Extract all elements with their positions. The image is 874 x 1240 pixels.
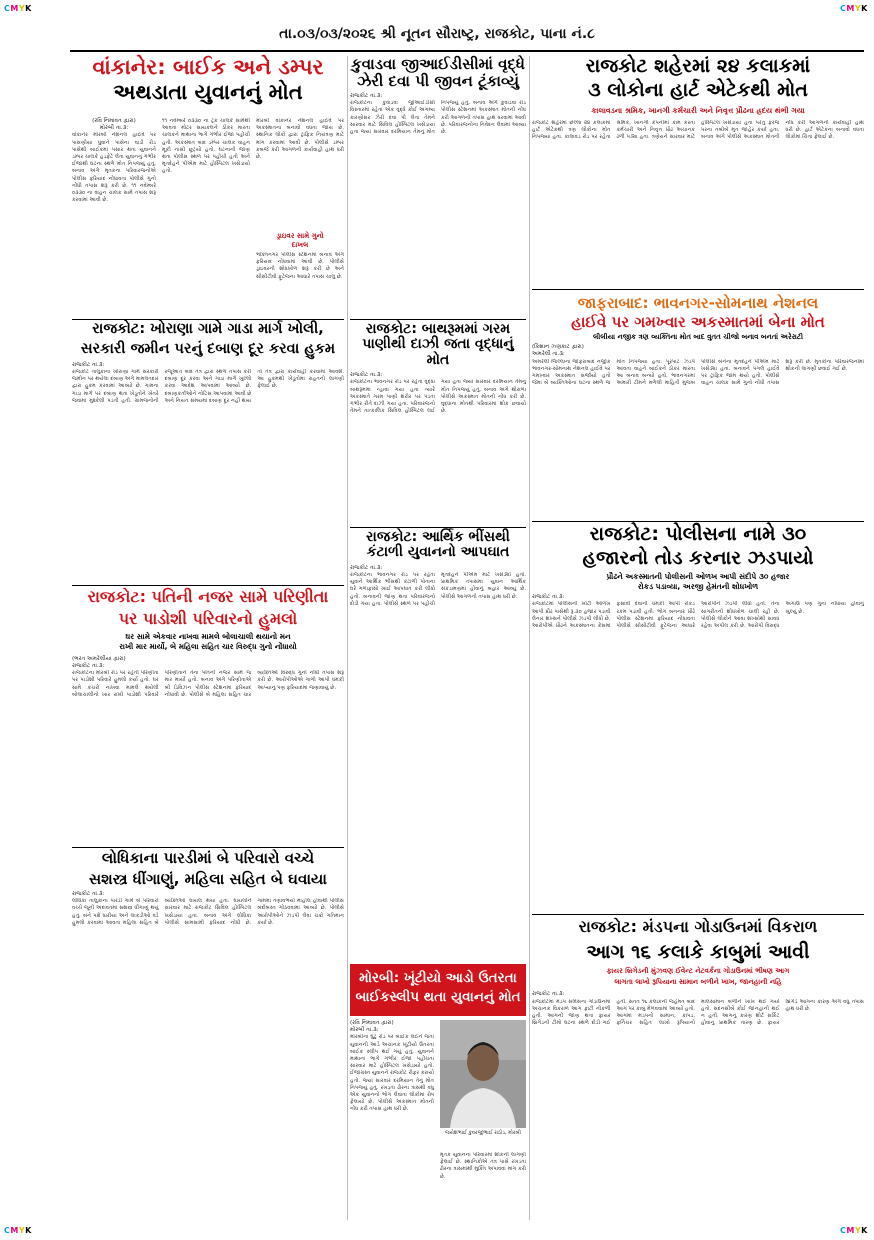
dateline: રાજકોટ તા.૩: xyxy=(72,891,105,897)
person-portrait-icon xyxy=(440,1020,526,1128)
headline: રાજકોટ શહેરમાં ૨૪ કલાકમાં xyxy=(585,55,811,77)
registration-mark-bottom-right: CMYK xyxy=(840,1226,868,1235)
registration-mark-top-left: CMYK xyxy=(4,4,32,13)
headline: સરકારી જમીન પરનું દબાણ દૂર કરવા હુકમ xyxy=(80,340,336,357)
body-text: મોરબીના ઘુંટુ રોડ પર બાઈક લઈને જતા યુવાનની આડે અચાનક ખૂંટીયો ઉતરતા બાઈક સ્લીપ થઈ ગયું હતું. યુવાનને માથાના ભાગે ગંભીર ઈજા પહોંચતા સારવાર માટે હોસ્પિટલ ખસેડાયો હતો. ઈજાગ્રસ્ત યુવાનને રાજકોટ રીફર કરાયો હતો. જ્યાં સારવાર દરમિયાન તેનું મોત નિપજ્યું હતું. રખડતા ઢોરના ત્રાસથી વધુ એક યુવાનનો ભોગ લેવાતા લોકોમાં રોષ ફેલાયો છે. પોલીસે અકસ્માત મોતની નોંધ કરી તપાસ હાથ ધરી છે. xyxy=(350,1034,434,1113)
body-text: ભક્તિનગર પોલીસ સ્ટેશનમાં બનાવ અંગે ફરિયાદ નોંધવામાં આવી છે. પોલીસે ડ્રાઇવરની શોધખોળ શરૂ કરી છે અને સીસીટીવી ફૂટેજના આધારે તપાસ ચાલુ છે. xyxy=(256,252,344,280)
headline: રાજકોટ: ખોરાણા ગામે ગાડા માર્ગ ખોલી, xyxy=(92,321,324,337)
body-text: રાજકોટના મોરબી રોડ પર રહેતી પરિણીતા પર પાડોશી પરિવારે હુમલો કર્યો હતો. ઘર સામે કચરો નાખવા મામલે થયેલી બોલાચાલીનો ખાર રાખી પાડોશી પરિવારે પરિણીતાને તેના પતિની નજર સામે જ માર માર્યો હતો. બનાવ અંગે પરિણીતાએ બી ડિવિઝન પોલીસ સ્ટેશનમાં ફરિયાદ નોંધાવી છે. પોલીસે બે મહિલા સહિત ચાર વ્યક્તિઓ વિરુદ્ધ ગુનો નોંધી તપાસ શરૂ કરી છે. આરોપીઓએ ગાળો આપી ધમકી આપ્યાનું પણ ફરિયાદમાં જણાવાયું છે. xyxy=(72,670,344,698)
headline: હાઈવે પર ગમખ્વાર અકસ્માતમાં બેના મોત xyxy=(571,313,825,331)
dateline: રાજકોટ તા.૩: xyxy=(72,361,105,368)
subheadline: કાલાવડના શ્રમિક, ખાનગી કર્મચારી અને નિવૃત્ત પ્રૌઢના હ્રદય થંભી ગયા xyxy=(591,105,805,115)
section-divider xyxy=(532,289,864,290)
photo-caption: જયેશભાઈ કુંવરજીભાઈ રાઠોડ, મોરબી xyxy=(445,1130,521,1136)
byline: (રવિ નિમાવત દ્વારા) મોરબી તા.૩: xyxy=(350,1020,394,1034)
wankaner-col-3 xyxy=(256,118,344,318)
headline: પર પાડોશી પરિવારનો હુમલો xyxy=(118,608,298,628)
body-text: રાજકોટ શહેરમાં છેલ્લા ૨૪ કલાકમાં હાર્ટ એટેકથી ત્રણ લોકોના મોત નિપજ્યા હતા. કાલાવડ રોડ પર રહેતા શ્રમિક, ખાનગી કંપનીમાં કામ કરતા કર્મચારી અને નિવૃત્ત પ્રૌઢ અચાનક ઢળી પડ્યા હતા. ત્રણેયને સારવાર માટે હોસ્પિટલ ખસેડાયા હતા પરંતુ ફરજ પરના તબીબે મૃત જાહેર કર્યા હતા. બનાવ અંગે પોલીસે અકસ્માત મોતની નોંધ કરી આગળની કાર્યવાહી હાથ ધરી છે. હાર્ટ એટેકના બનાવો વધતા લોકોમાં ચિંતા ફેલાઈ છે. xyxy=(532,119,864,141)
article-jafrabad xyxy=(532,292,864,520)
body-text: ૧૧ નવેમ્બરે ૦૩૩૦ ના ટ્રક ચાલકે સામેથી આવતા મોટર સાયકલને ઠોકર મારતા ચાલકને માથાના ભાગે ગંભીર ઈજા પહોંચી હતી. અકસ્માત બાદ ડમ્પર ચાલક વાહન મૂકી નાસી છૂટ્યો હતો. ઘટનાની જાણ થતા પોલીસ સ્થળ પર પહોંચી હતી અને મૃતદેહને પીએમ માટે હોસ્પિટલ ખસેડાયો હતો. xyxy=(162,118,250,175)
subheadline: ઘર સામે એકવાર નાખવા મામલે બોલાચાલી થયાનો મન xyxy=(125,632,291,642)
subheadline: રાખી માર માર્યો, બે મહિલા સહિત ચાર વિરુદ્ધ ગુનો નોંધાયો xyxy=(119,642,297,652)
body-text: મૃતક યુવાનના પરિવારમાં શોકની લાગણી ફેલાઈ છે. સ્થાનિકોએ તંત્ર પાસે રખડતા ઢોરના ત્રાસમાંથી મુક્તિ અપાવવા માંગ કરી છે. xyxy=(440,1152,526,1180)
body-text: રાજકોટના ભાવનગર રોડ પર રહેતા વૃદ્ધા બાથરૂમમાં ન્હાવા ગયા હતા ત્યારે અકસ્માતે ગરમ પાણી શરીર પર પડતા ગંભીર રીતે દાઝી ગયા હતા. પરિવારજનો તેમને તાત્કાલિક સિવિલ હોસ્પિટલ લઈ ગયા હતા જ્યાં સારવાર દરમિયાન તેમનું મોત નિપજ્યું હતું. બનાવ અંગે થોરાળા પોલીસે અકસ્માત મોતની નોંધ કરી છે. વૃદ્ધાના મોતથી પરિવારમાં શોક છવાયો છે. xyxy=(350,379,526,415)
byline: (કિશાન ઝણકાટ દ્વારા) અમરેલી તા.૩: xyxy=(532,344,584,358)
section-divider xyxy=(72,847,344,848)
subheadline: લીલીયા નજીક ત્રણ વ્યક્તિના મોત બાદ વુતત ચીજો બનાવ બનતાં અરેરાટી xyxy=(593,332,803,341)
byline: (રવિ નિમાવત દ્વારા) મોરબી તા.૩: xyxy=(92,118,136,132)
headline: સશસ્ત્ર ધીંગાણું, મહિલા સહિત બે ઘવાયા xyxy=(89,869,327,888)
headline: લોધિકાના પારડીમાં બે પરિવારો વચ્ચે xyxy=(101,849,315,867)
article-heart-attack xyxy=(532,56,864,318)
section-divider xyxy=(350,527,526,528)
section-divider xyxy=(72,585,344,586)
registration-mark-top-right: CMYK xyxy=(840,4,868,13)
subheading: ડ્રાઇવર સામે ગુનો દાખલ xyxy=(276,232,324,249)
article-financial xyxy=(350,530,526,756)
headline: આગ ૧૬ કલાકે કાબુમાં આવી xyxy=(586,940,810,963)
section-divider xyxy=(532,914,864,915)
dateline: રાજકોટ તા.૩: xyxy=(350,93,383,99)
headline: હજારનો તોડ કરનાર ઝડપાયો xyxy=(582,546,814,569)
body-text: રાજકોટના ભાવનગર રોડ પર રહેતા યુવાને આર્થિક ભીંસથી કંટાળી પોતાના ઘરે ગળાફાંસો ખાઈ આપઘાત કરી લીધો હતો. બનાવની જાણ થતા પરિવારજનો દોડી ગયા હતા. પોલીસે સ્થળ પર પહોંચી મૃતદેહને પીએમ માટે ખસેડ્યો હતો. પ્રાથમિક તપાસમાં યુવાન આર્થિક સંકડામણમાં હોવાનું બહાર આવ્યું છે. પોલીસે આગળની તપાસ હાથ ધરી છે. xyxy=(350,571,526,607)
article-mandap-fire xyxy=(532,918,864,1218)
body-text: અમરેલી જિલ્લાના જાફરાબાદ નજીક ભાવનગર-સોમનાથ નેશનલ હાઈવે પર ગમખ્વાર અકસ્માત સર્જાયો હતો જેમાં બે વ્યક્તિઓના ઘટના સ્થળે જ મોત નિપજ્યા હતા. પૂરપાટ ઝડપે આવતા વાહને બાઈકને ઠોકર મારતા આ બનાવ બન્યો હતો. ભાવનગરમાં અમારી ટીમને મળેલી માહિતી મુજબ પોલીસે બંનેના મૃતદેહને પીએમ માટે ખસેડ્યા હતા. બનાવને પગલે હાઈવે પર ટ્રાફિક જામ થયો હતો. પોલીસે વાહન ચાલક સામે ગુનો નોંધી તપાસ શરૂ કરી છે. મૃતકોના પરિવારજનોમાં શોકની લાગણી છવાઈ ગઈ છે. xyxy=(532,358,864,387)
headline: કુવાડવા જીઆઈડીસીમાં વૃદ્ધે ઝેરી દવા પી જીવન ટૂંકાવ્યું xyxy=(351,55,525,90)
headline: ૩ લોકોના હાર્ટ એટેકથી મોત xyxy=(588,78,808,101)
subheadline: પ્રૌઢને અકસ્માતની પોલીસની ઓળખ આપી સંદીપે ૩૦ હજાર xyxy=(606,571,790,581)
subheadline: ફાયર બ્રિગેડની મુંઝવણ ઈવેન્ટ નેટવર્કના ગોડાઉનમાં ભીષણ આગ xyxy=(606,967,790,976)
body-text: રાજકોટ તાલુકાના ખોરાણા ગામે સરકારી જમીન પર થયેલા દબાણ અંગે મામલતદાર દ્વારા હુકમ કરવામાં આવ્યો છે. ગામના ગાડા માર્ગ પર દબાણ થતા ખેડૂતોને ખેતરે જવામાં મુશ્કેલી પડતી હતી. ગ્રામજનોની રજૂઆત બાદ તંત્ર દ્વારા સ્થળ તપાસ કરી દબાણ દૂર કરવા અને ગાડા માર્ગ ખુલ્લો કરવા આદેશ આપવામાં આવ્યો છે. દબાણકર્તાઓને નોટિસ આપવામાં આવી છે અને નિયત સમયમાં દબાણ દૂર નહીં થાય તો તંત્ર દ્વારા કાર્યવાહી કરવામાં આવશે. આ હુકમથી ખેડૂતોમાં રાહતની લાગણી ફેલાઈ છે. xyxy=(72,369,344,404)
dateline: રાજકોટ તા.૩: xyxy=(532,991,565,998)
byline: (ભરત અમરેલીયા દ્વારા) રાજકોટ તા.૩: xyxy=(72,655,126,669)
article-wankaner xyxy=(72,56,344,104)
subheadline: લાગતા લાખો રૂપિયાના સામાન બળીને ખાખ, જાનહાની નહિ xyxy=(614,978,782,987)
header-rule xyxy=(70,50,864,52)
registration-mark-bottom-left: CMYK xyxy=(4,1226,32,1235)
body-text: રાજકોટના કુવાડવા જીઆઈડીસી વિસ્તારમાં રહેતા એક વૃદ્ધે કોઈ અગમ્ય કારણોસર ઝેરી દવા પી લેતા તેમને સારવાર માટે સિવિલ હોસ્પિટલ ખસેડાયા હતા જ્યાં સારવાર દરમિયાન તેમનું મોત નિપજ્યું હતું. બનાવ અંગે કુવાડવા રોડ પોલીસ સ્ટેશનમાં અકસ્માત મોતની નોંધ કરી આગળની તપાસ હાથ ધરવામાં આવી છે. પરિવારજનોના નિવેદન લેવામાં આવ્યા છે. xyxy=(350,100,526,136)
body-text: મોરબી વાંકાનેર નેશનલ હાઈવે પર અકસ્માતના બનાવો વધતા જાય છે. સ્થાનિક લોકો દ્વારા ટ્રાફિક નિયંત્રણ માટે માંગ કરવામાં આવી છે. પોલીસે ડમ્પર કબજે કરી આગળની કાર્યવાહી હાથ ધરી છે. xyxy=(256,118,344,161)
dateline: રાજકોટ તા.૩: xyxy=(532,594,565,601)
headline: અથડાતા યુવાનનું મોત xyxy=(113,80,303,105)
headline: બાઈકસ્લીપ થતા યુવાનનું મોત xyxy=(355,989,521,1005)
headline: જાફરાબાદ: ભાવનગર-સોમનાથ નેશનલ xyxy=(577,294,819,312)
wankaner-col-1 xyxy=(72,118,156,318)
subheadline: રોકડ પડાવ્યા, અરજી હેમંતની શોધખોળ xyxy=(637,582,759,592)
body-text: વાંકાનેર મોરબી નેશનલ હાઈવે પર પાસણીયા ધુવાને પાસેના વાડી રોડ પાસેથી બાઈકમાં પસાર થતા યુવાનને ડમ્પર ચાલકે હડફેટે લેતા યુવાનનું ગંભીર ઈજાથી ઘટના સ્થળે મોત નિપજ્યું હતું. બનાવ અંગે મૃતકના પરિવારજનોએ પોલીસ ફરિયાદ નોંધાવતા પોલીસે ગુનો નોંધી તપાસ શરૂ કરી છે. ૧૧ નવેમ્બરે ૦૩૩૦ ના વાહન ચાલક સામે તપાસ શરૂ કરવામાં આવી છે. xyxy=(72,132,156,204)
body-text: રાજકોટમાં પોલીસની ખોટી ઓળખ આપી પ્રૌઢ પાસેથી રૂ.૩૦ હજાર પડાવી લેનાર શખ્સને પોલીસે ઝડપી લીધો છે. આરોપીએ પ્રૌઢને અકસ્માતના કેસમાં ફસાવી દેવાની ધમકી આપી રોકડ રકમ પડાવી હતી. ભોગ બનનાર પ્રૌઢે પોલીસ સ્ટેશનમાં ફરિયાદ નોંધાવતા પોલીસે સીસીટીવી ફૂટેજના આધારે આરોપીને ઝડપી લીધો હતો. તેના સાગરીતની શોધખોળ ચાલી રહી છે. પોલીસે લોકોને આવા શખ્સોથી સાવધ રહેવા અપીલ કરી છે. આરોપી વિરુદ્ધ અગાઉ પણ ગુના નોંધાયા હોવાનું ખુલ્યું છે. xyxy=(532,601,864,630)
article-lodhika xyxy=(72,850,344,1220)
article-kuvadva xyxy=(350,56,526,316)
article-police xyxy=(532,524,864,750)
headline: રાજકોટ: આર્થિક ભીંસથી કંટાળી યુવાનનો આપઘાત xyxy=(366,529,510,561)
column-divider xyxy=(529,56,530,1220)
headline: રાજકોટ: બાથરૂમમાં ગરમ પાણીથી દાઝી જતા વૃદ્ધાનું મોત xyxy=(362,321,514,368)
section-divider xyxy=(350,319,526,320)
headline: રાજકોટ: મંડપના ગોડાઉનમાં વિકરાળ xyxy=(578,917,818,936)
dateline: રાજકોટ તા.૩: xyxy=(350,564,383,571)
section-divider xyxy=(532,521,864,522)
victim-photo xyxy=(440,1020,526,1128)
body-text: રાજકોટમાં મંડપ સર્વિસના ગોડાઉનમાં અચાનક વિકરાળ આગ ફાટી નીકળી હતી. આગની જાણ થતા ફાયર બ્રિગેડની ટીમો ઘટના સ્થળે દોડી ગઈ હતી. સતત ૧૬ કલાકની જહેમત બાદ આગ પર કાબુ મેળવવામાં આવ્યો હતો. આગમાં મંડપનો સામાન, કાપડ, ફર્નિચર સહિત લાખો રૂપિયાનો માલસામાન બળીને ખાખ થઈ ગયો હતો. સદનસીબે કોઈ જાનહાની થઈ ન હતી. આગનું કારણ શોર્ટ સર્કિટ હોવાનું પ્રાથમિક તારણ છે. ફાયર બ્રિગેડે આગના કારણ અંગે વધુ તપાસ હાથ ધરી છે. xyxy=(532,998,864,1027)
page-header: તા.૦૩/૦૩/૨૦૨૬ શ્રી નૂતન સૌરાષ્ટ્ર, રાજકોટ, પાના નં.૮ xyxy=(279,26,595,42)
body-text: લોધિકા તાલુકાના પારડી ગામે બે પરિવારો વચ્ચે જૂની અદાવતમાં સશસ્ત્ર ધીંગાણું થયું હતું. બંને પક્ષે ધારીયા અને લાકડીઓ વડે હુમલો કરવામાં આવતા મહિલા સહિત બે વ્યક્તિઓ ઘાયલ થયા હતા. ઘાયલોને સારવાર માટે રાજકોટ સિવિલ હોસ્પિટલ ખસેડાયા હતા. બનાવ અંગે લોધિકા પોલીસે સામસામી ફરિયાદ નોંધી છે. ગામમાં તણાવભર્યો માહોલ હોવાથી પોલીસ બંદોબસ્ત ગોઠવવામાં આવ્યો છે. પોલીસે આરોપીઓને ઝડપી લેવા ચક્રો ગતિમાન કર્યા છે. xyxy=(72,898,344,926)
article-patni xyxy=(72,588,344,848)
wankaner-col-2 xyxy=(162,118,250,318)
headline: મોરબી: ખૂંટીયો આડો ઉતરતા xyxy=(359,970,517,986)
headline: રાજકોટ: પતિની નજર સામે પરિણીતા xyxy=(87,587,329,606)
article-bathroom xyxy=(350,322,526,528)
morbi-col-1 xyxy=(350,1020,434,1220)
headline: રાજકોટ: પોલીસના નામે ૩૦ xyxy=(589,523,807,545)
column-divider xyxy=(347,56,348,1220)
dateline: રાજકોટ તા.૩: xyxy=(350,372,383,379)
morbi-headline-banner xyxy=(350,964,526,1016)
section-divider xyxy=(72,319,344,320)
article-khorana xyxy=(72,322,344,584)
headline: વાંકાનેર: બાઈક અને ડમ્પર xyxy=(92,55,324,79)
